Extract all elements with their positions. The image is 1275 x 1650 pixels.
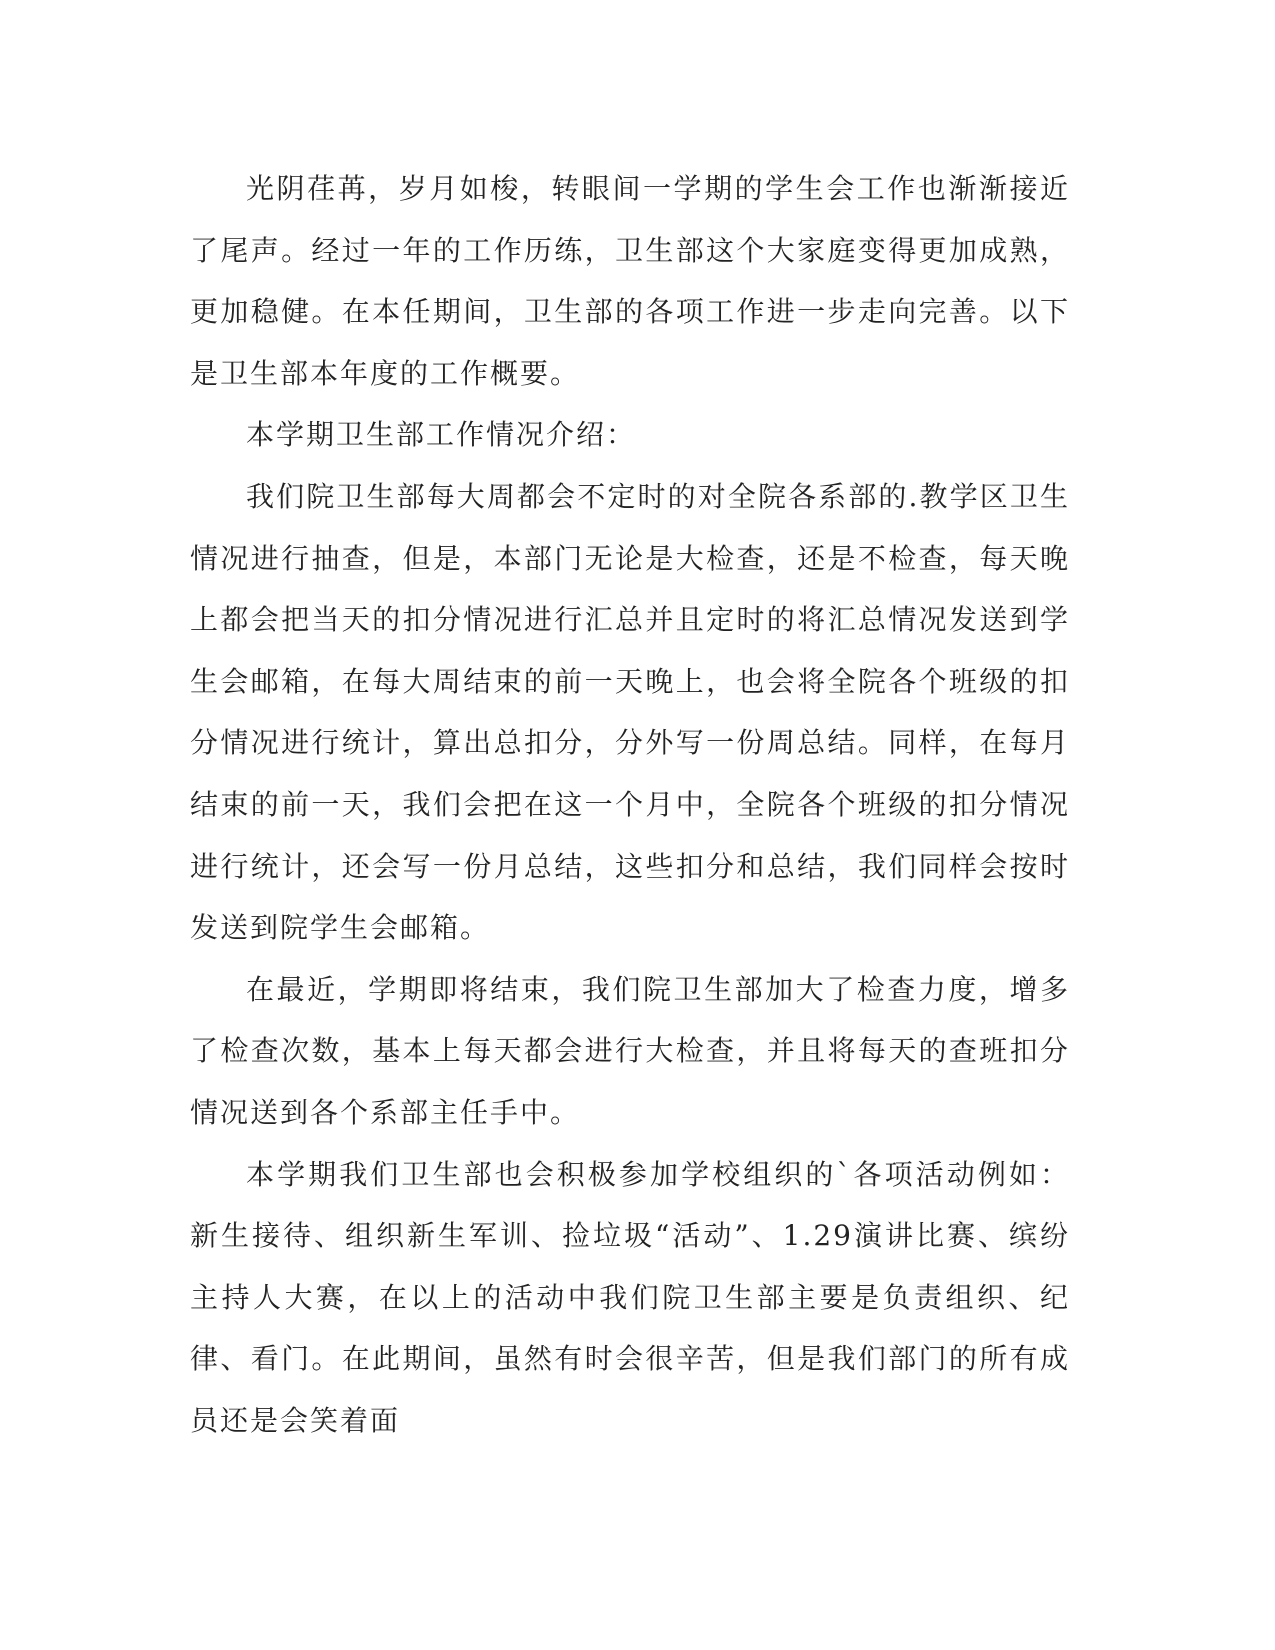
paragraph-intro: 光阴荏苒，岁月如梭，转眼间一学期的学生会工作也渐渐接近了尾声。经过一年的工作历练，卫生部这个大家庭变得更加成熟，更加稳健。在本任期间，卫生部的各项工作进一步走向完善。以下是卫生部本年度的工作概要。 [190, 172, 1070, 390]
paragraph-inspection: 我们院卫生部每大周都会不定时的对全院各系部的.教学区卫生情况进行抽查，但是，本部门无论是大检查，还是不检查，每天晚上都会把当天的扣分情况进行汇总并且定时的将汇总情况发送到学生会邮箱，在每大周结束的前一天晚上，也会将全院各个班级的扣分情况进行统计，算出总扣分，分外写一份周总结。同样，在每月结束的前一天，我们会把在这一个月中，全院各个班级的扣分情况进行统计，还会写一份月总结，这些扣分和总结，我们同样会按时发送到院学生会邮箱。 [190, 479, 1070, 945]
paragraph-recent: 在最近，学期即将结束，我们院卫生部加大了检查力度，增多了检查次数，基本上每天都会进行大检查，并且将每天的查班扣分情况送到各个系部主任手中。 [190, 972, 1070, 1129]
paragraph-section-heading: 本学期卫生部工作情况介绍： [246, 418, 637, 452]
paragraph-activities: 本学期我们卫生部也会积极参加学校组织的`各项活动例如：新生接待、组织新生军训、捡垃圾“活动”、1.29演讲比赛、缤纷主持人大赛，在以上的活动中我们院卫生部主要是负责组织、纪律、看门。在此期间，虽然有时会很辛苦，但是我们部门的所有成员还是会笑着面 [190, 1157, 1070, 1437]
document-body [190, 158, 1070, 1451]
